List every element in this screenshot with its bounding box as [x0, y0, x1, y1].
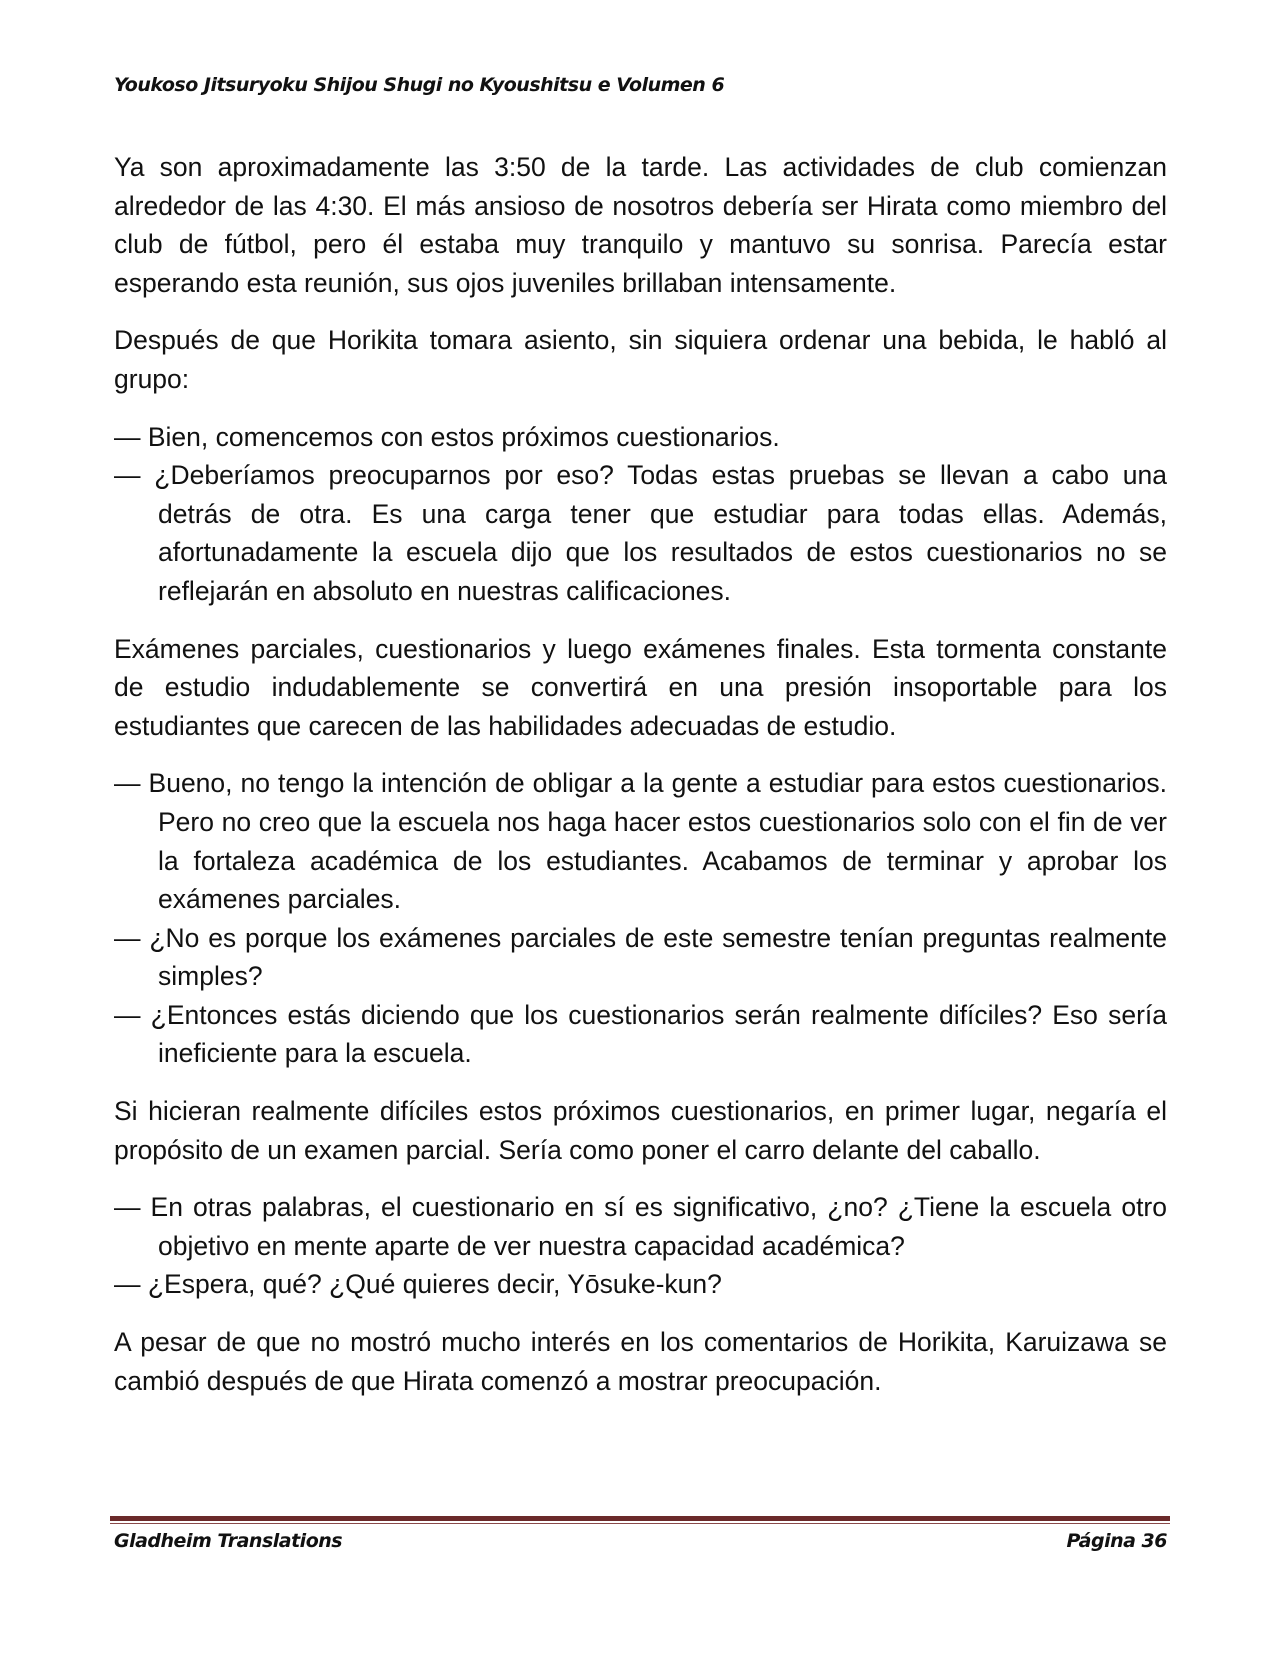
footer-credit: Gladheim Translations: [114, 1530, 343, 1552]
page-number: Página 36: [1066, 1530, 1167, 1552]
paragraph: A pesar de que no mostró mucho interés en los comentarios de Horikita, Karuizawa se cambió después de que Hirata comenzó a mostrar preocupación.: [114, 1327, 1167, 1396]
dialogue-line: — En otras palabras, el cuestionario en sí es significativo, ¿no? ¿Tiene la escuela otro objetivo en mente aparte de ver nuestra capacidad académica?: [114, 1192, 1167, 1261]
dialogue-line: — ¿Entonces estás diciendo que los cuestionarios serán realmente difíciles? Eso sería ineficiente para la escuela.: [114, 999, 1167, 1069]
dialogue-line: — ¿Deberíamos preocuparnos por eso? Todas estas pruebas se llevan a cabo una detrás de otra. Es una carga tener que estudiar para todas ellas. Además, afortunadamente la escuela dijo que los resultados de estos cuestionarios no se reflejarán en absoluto en nuestras calificaciones.: [114, 460, 1167, 606]
footer-divider: [110, 1516, 1170, 1521]
dialogue-line: — Bueno, no tengo la intención de obligar a la gente a estudiar para estos cuestionarios. Pero no creo que la escuela nos haga hacer estos cuestionarios solo con el fin de ver la fortaleza académica de los estudiantes. Acabamos de terminar y aprobar los exámenes parciales.: [114, 768, 1167, 915]
page-header: Youkoso Jitsuryoku Shijou Shugi no Kyoushitsu e Volumen 6: [114, 74, 725, 96]
page-footer: [114, 1530, 1167, 1552]
dialogue-line: — ¿No es porque los exámenes parciales de este semestre tenían preguntas realmente simples?: [114, 922, 1167, 992]
paragraph: Si hicieran realmente difíciles estos próximos cuestionarios, en primer lugar, negaría el propósito de un examen parcial. Sería como poner el carro delante del caballo.: [114, 1096, 1167, 1165]
footer-divider-thin: [110, 1523, 1170, 1524]
dialogue-line: — Bien, comencemos con estos próximos cuestionarios.: [114, 421, 780, 452]
page-body: [114, 148, 1167, 1419]
dialogue-line: — ¿Espera, qué? ¿Qué quieres decir, Yōsuke-kun?: [114, 1269, 722, 1300]
paragraph: Después de que Horikita tomara asiento, sin siquiera ordenar una bebida, le habló al grupo:: [114, 325, 1167, 394]
dialogue-block: [114, 1188, 1167, 1304]
paragraph: Ya son aproximadamente las 3:50 de la tarde. Las actividades de club comienzan alrededor de las 4:30. El más ansioso de nosotros debería ser Hirata como miembro del club de fútbol, pero él estaba muy tranquilo y mantuvo su sonrisa. Parecía estar esperando esta reunión, sus ojos juveniles brillaban intensamente.: [114, 152, 1167, 298]
dialogue-block: [114, 764, 1167, 1073]
dialogue-block: [114, 418, 1167, 611]
paragraph: Exámenes parciales, cuestionarios y luego exámenes finales. Esta tormenta constante de estudio indudablemente se convertirá en una presión insoportable para los estudiantes que carecen de las habilidades adecuadas de estudio.: [114, 633, 1167, 741]
